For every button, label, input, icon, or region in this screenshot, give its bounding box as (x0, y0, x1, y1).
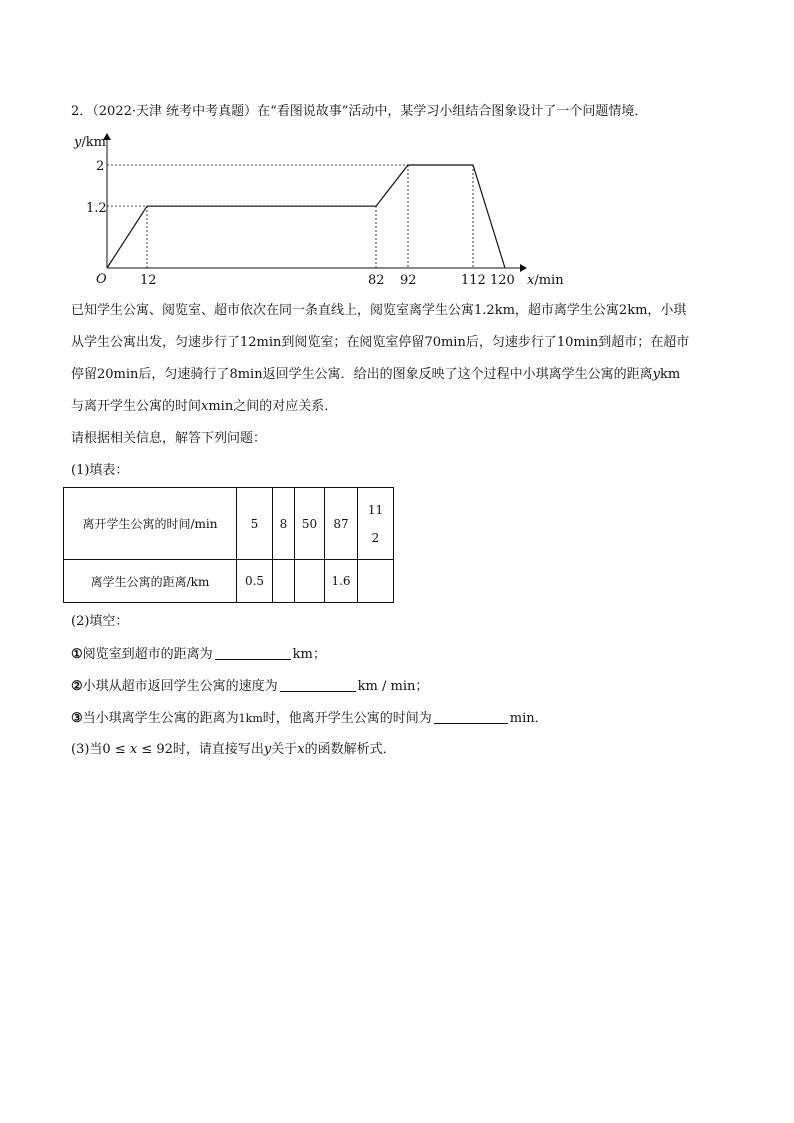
story-var: y (652, 367, 660, 382)
question-1 (71, 645, 326, 664)
answer-blank[interactable] (280, 677, 356, 692)
origin-label: O (96, 272, 107, 287)
table-cell[interactable] (358, 560, 394, 603)
x-tick-92: 92 (400, 273, 417, 288)
story-line-2 (71, 334, 689, 352)
part3-text: 关于 (271, 742, 298, 757)
x-axis-label: x/min (527, 273, 564, 288)
story-value: 10min (556, 335, 599, 350)
table-cell: 50 (295, 488, 325, 560)
circle-number: ② (71, 679, 83, 694)
part3 (71, 741, 396, 759)
question-text: 时，他离开学生公寓的时间为 (262, 711, 432, 726)
x-tick-12: 12 (140, 273, 157, 288)
part3-text: (3)当 (71, 742, 103, 757)
problem-source: （2022·天津 统考中考真题） (92, 104, 258, 119)
part1-label: (1)填表： (71, 463, 129, 478)
row1-label: 离开学生公寓的时间/min (64, 488, 237, 560)
story-text: 与离开学生公寓的时间 (71, 399, 202, 414)
table-cell[interactable] (273, 560, 295, 603)
story-value: 8min (229, 367, 263, 382)
part2-label: (2)填空： (71, 614, 129, 629)
question-unit: km； (292, 647, 326, 662)
y-axis-label: y/km (74, 135, 106, 150)
table-cell (358, 488, 394, 560)
question-value: 1km (238, 712, 263, 725)
question-2 (71, 677, 428, 696)
part3-math: ≤ 92 (137, 742, 173, 757)
question-text: 小琪从超市返回学生公寓的速度为 (82, 679, 278, 694)
distance-time-graph (0, 130, 794, 290)
answer-blank[interactable] (434, 709, 508, 724)
table-cell[interactable] (295, 560, 325, 603)
story-text: 后，匀速步行了 (465, 335, 557, 350)
problem-number: 2． (71, 104, 93, 119)
story-text: 后，匀速骑行了 (138, 367, 230, 382)
table-cell: 8 (273, 488, 295, 560)
story-var: x (201, 399, 209, 414)
answer-blank[interactable] (215, 645, 291, 660)
circle-number: ③ (71, 711, 83, 726)
question-3 (71, 709, 548, 728)
story-text: 从学生公寓出发，匀速步行了 (71, 335, 241, 350)
story-text: ，小琪 (647, 303, 687, 318)
question-unit: min． (509, 711, 548, 726)
cell-line: 2 (371, 530, 380, 545)
story-line-4 (71, 398, 337, 416)
part3-var: x (297, 742, 305, 757)
story-unit: min (208, 399, 234, 414)
part3-var: x (129, 742, 138, 757)
story-text: 到超市；在超市 (598, 335, 690, 350)
question-text: 阅览室到超市的距离为 (82, 647, 213, 662)
circle-number: ① (71, 647, 83, 662)
story-unit: km (659, 367, 681, 382)
x-tick-82: 82 (368, 273, 385, 288)
part3-text: 时，请直接写出 (172, 742, 264, 757)
problem-header (71, 103, 647, 121)
story-value: 1.2km (474, 303, 515, 318)
part3-text: 的函数解析式． (304, 742, 396, 757)
story-text: 返回学生公寓．给出的图象反映了这个过程中小琪离学生公寓的距离 (262, 367, 653, 382)
story-text: 停留 (71, 367, 98, 382)
x-tick-120: 120 (490, 273, 515, 288)
row2-label: 离学生公寓的距离/km (64, 560, 237, 603)
table-cell: 0.5 (237, 560, 273, 603)
table-cell: 1.6 (325, 560, 358, 603)
part3-var: y (263, 742, 272, 757)
x-tick-112: 112 (461, 273, 486, 288)
story-text: 到阅览室；在阅览室停留 (281, 335, 425, 350)
story-text: 之间的对应关系． (233, 399, 338, 414)
distance-series-line (107, 165, 505, 268)
y-tick-1.2: 1.2 (86, 201, 107, 216)
y-tick-2: 2 (96, 159, 105, 174)
question-unit: km / min； (357, 679, 429, 694)
cell-line: 11 (367, 502, 384, 517)
table-cell: 5 (237, 488, 273, 560)
table-row (64, 560, 394, 603)
story-value: 20min (97, 367, 139, 382)
story-value: 70min (424, 335, 466, 350)
story-value: 12min (240, 335, 282, 350)
table-cell: 87 (325, 488, 358, 560)
part3-math: 0 ≤ (102, 742, 130, 757)
question-text: 当小琪离学生公寓的距离为 (82, 711, 239, 726)
story-line-3 (71, 366, 680, 384)
ask-line: 请根据相关信息，解答下列问题： (71, 431, 267, 446)
table-row (64, 488, 394, 560)
story-text: 已知学生公寓、阅览室、超市依次在同一条直线上，阅览室离学生公寓 (71, 303, 475, 318)
problem-intro: 在“看图说故事”活动中，某学习小组结合图象设计了一个问题情境． (257, 104, 648, 119)
fill-in-table (63, 487, 394, 603)
story-value: 2km (618, 303, 648, 318)
story-text: ，超市离学生公寓 (514, 303, 619, 318)
story-line-1 (71, 302, 686, 320)
